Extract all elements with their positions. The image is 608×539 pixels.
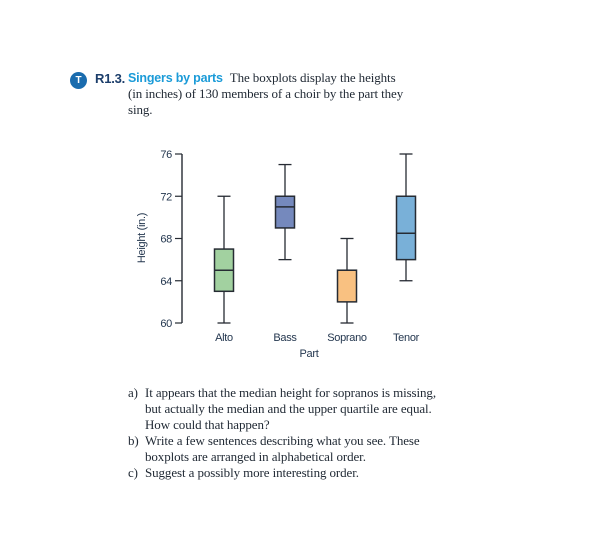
y-tick-label-60: 60 <box>160 318 172 330</box>
question-b-line-1: Write a few sentences describing what you see. These <box>145 433 420 448</box>
stem-line-1 <box>128 70 458 86</box>
technology-badge-icon <box>70 72 87 89</box>
questions-block <box>128 385 478 481</box>
question-a-label: a) <box>128 385 138 400</box>
y-tick-label-72: 72 <box>160 191 172 204</box>
technology-badge-letter: T <box>75 74 82 86</box>
stem-line-1-text: The boxplots display the heights <box>229 70 396 85</box>
y-axis-label: Height (in.) <box>136 212 148 264</box>
question-b-line-2: boxplots are arranged in alphabetical order. <box>145 449 366 464</box>
question-c <box>128 465 478 481</box>
question-a-line-3: How could that happen? <box>145 417 270 432</box>
box-tenor <box>397 196 416 259</box>
x-axis-label: Part <box>299 348 319 360</box>
category-label-soprano: Soprano <box>327 332 367 344</box>
exercise-title: Singers by parts <box>128 71 223 85</box>
y-tick-label-64: 64 <box>160 275 172 288</box>
y-tick-label-76: 76 <box>160 149 172 161</box>
question-b-label: b) <box>128 433 139 448</box>
category-label-alto: Alto <box>215 332 233 344</box>
question-a-line-2: but actually the median and the upper quartile are equal. <box>145 401 432 416</box>
boxplot-svg <box>118 140 453 365</box>
exercise-stem <box>128 70 458 118</box>
question-c-line-1: Suggest a possibly more interesting order. <box>145 465 359 480</box>
box-soprano <box>338 270 357 302</box>
question-a-line-1: It appears that the median height for sopranos is missing, <box>145 385 436 400</box>
stem-line-3: sing. <box>128 102 153 117</box>
exercise-number: R1.3. <box>95 71 126 86</box>
category-label-tenor: Tenor <box>392 332 420 344</box>
y-tick-label-68: 68 <box>160 233 172 246</box>
question-a <box>128 385 478 433</box>
category-label-bass: Bass <box>273 332 297 344</box>
question-c-label: c) <box>128 465 138 480</box>
question-b <box>128 433 478 465</box>
stem-line-2: (in inches) of 130 members of a choir by the part they <box>128 86 404 101</box>
box-bass <box>276 196 295 228</box>
boxplot-chart <box>118 140 453 365</box>
